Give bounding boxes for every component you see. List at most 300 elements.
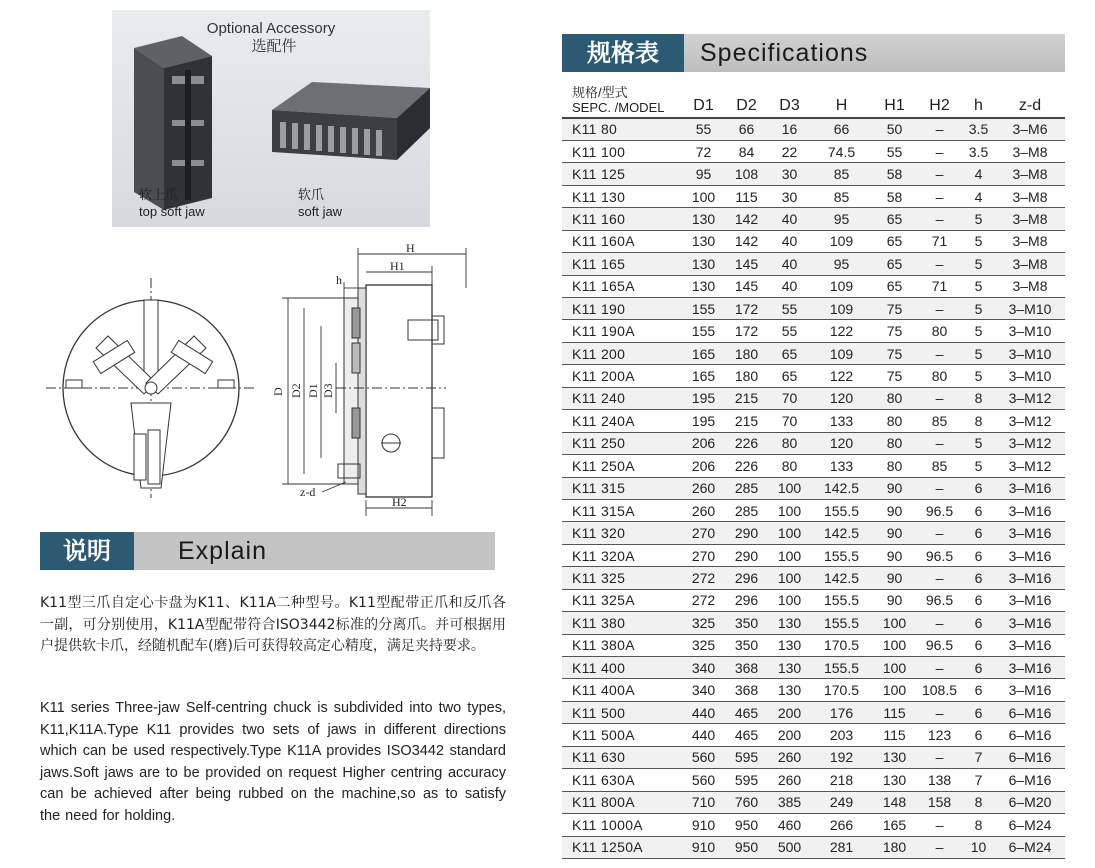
value-cell: 100: [682, 185, 725, 207]
value-cell: 180: [725, 365, 768, 387]
column-header: z-d: [995, 82, 1065, 118]
value-cell: 270: [682, 522, 725, 544]
value-cell: 595: [725, 769, 768, 791]
model-cell: K11 190A: [562, 320, 682, 342]
model-cell: K11 1250A: [562, 836, 682, 858]
value-cell: 6: [962, 657, 995, 679]
column-header: h: [962, 82, 995, 118]
model-cell: K11 315A: [562, 499, 682, 521]
value-cell: 296: [725, 589, 768, 611]
value-cell: 100: [872, 679, 917, 701]
value-cell: 4: [962, 163, 995, 185]
value-cell: 71: [917, 275, 962, 297]
specifications-header-zh: 规格表: [562, 34, 684, 72]
value-cell: 368: [725, 679, 768, 701]
value-cell: 120: [811, 432, 872, 454]
value-cell: 6: [962, 612, 995, 634]
value-cell: 3–M10: [995, 298, 1065, 320]
value-cell: 148: [872, 791, 917, 813]
value-cell: 325: [682, 634, 725, 656]
value-cell: 80: [768, 432, 811, 454]
value-cell: 108: [725, 163, 768, 185]
soft-jaw-caption-zh: 软爪: [298, 187, 325, 202]
value-cell: 270: [682, 544, 725, 566]
table-body: [562, 118, 1065, 858]
value-cell: 130: [768, 612, 811, 634]
value-cell: 170.5: [811, 679, 872, 701]
value-cell: 6: [962, 679, 995, 701]
value-cell: 65: [872, 253, 917, 275]
model-cell: K11 380: [562, 612, 682, 634]
model-cell: K11 325A: [562, 589, 682, 611]
value-cell: 6: [962, 477, 995, 499]
value-cell: –: [917, 387, 962, 409]
explain-header-en: Explain: [134, 532, 495, 570]
specifications-table: [562, 82, 1065, 859]
model-cell: K11 630: [562, 746, 682, 768]
value-cell: 58: [872, 185, 917, 207]
value-cell: 96.5: [917, 589, 962, 611]
value-cell: 65: [872, 208, 917, 230]
value-cell: 100: [768, 589, 811, 611]
value-cell: 130: [768, 634, 811, 656]
column-header: D2: [725, 82, 768, 118]
value-cell: 170.5: [811, 634, 872, 656]
specifications-header-en: Specifications: [684, 34, 1065, 72]
value-cell: 100: [872, 657, 917, 679]
value-cell: 249: [811, 791, 872, 813]
value-cell: –: [917, 163, 962, 185]
value-cell: 6: [962, 544, 995, 566]
table-row: [562, 544, 1065, 566]
value-cell: 155: [682, 298, 725, 320]
dim-label-H1: H1: [390, 259, 405, 273]
value-cell: 40: [768, 253, 811, 275]
model-cell: K11 190: [562, 298, 682, 320]
accessory-title: [112, 20, 430, 56]
value-cell: 350: [725, 612, 768, 634]
table-row: [562, 679, 1065, 701]
value-cell: 260: [768, 746, 811, 768]
value-cell: 130: [768, 679, 811, 701]
value-cell: 8: [962, 791, 995, 813]
chuck-technical-drawing: [36, 238, 506, 522]
dim-label-H: H: [406, 241, 415, 255]
value-cell: 155.5: [811, 544, 872, 566]
value-cell: 145: [725, 253, 768, 275]
dim-label-D1: D1: [306, 383, 320, 398]
explain-header-zh: 说明: [40, 532, 134, 570]
value-cell: –: [917, 477, 962, 499]
value-cell: 142.5: [811, 567, 872, 589]
value-cell: 85: [917, 455, 962, 477]
table-row: [562, 634, 1065, 656]
value-cell: 115: [872, 701, 917, 723]
value-cell: 3–M8: [995, 185, 1065, 207]
value-cell: 195: [682, 387, 725, 409]
value-cell: 115: [725, 185, 768, 207]
value-cell: 90: [872, 522, 917, 544]
value-cell: 96.5: [917, 499, 962, 521]
value-cell: 130: [682, 208, 725, 230]
table-row: [562, 230, 1065, 252]
value-cell: 6: [962, 701, 995, 723]
soft-jaw-caption-en: soft jaw: [298, 204, 343, 219]
value-cell: 100: [872, 634, 917, 656]
value-cell: 200: [768, 701, 811, 723]
table-row: [562, 724, 1065, 746]
value-cell: 123: [917, 724, 962, 746]
value-cell: 165: [682, 342, 725, 364]
value-cell: 285: [725, 499, 768, 521]
value-cell: 133: [811, 455, 872, 477]
value-cell: 460: [768, 814, 811, 836]
value-cell: 272: [682, 589, 725, 611]
value-cell: 65: [872, 230, 917, 252]
value-cell: 75: [872, 342, 917, 364]
value-cell: –: [917, 746, 962, 768]
value-cell: 155.5: [811, 657, 872, 679]
accessory-title-en: Optional Accessory: [206, 20, 336, 37]
column-header: H2: [917, 82, 962, 118]
value-cell: 200: [768, 724, 811, 746]
model-cell: K11 100: [562, 140, 682, 162]
value-cell: 3–M16: [995, 477, 1065, 499]
model-cell: K11 380A: [562, 634, 682, 656]
value-cell: 30: [768, 163, 811, 185]
value-cell: 8: [962, 387, 995, 409]
value-cell: 465: [725, 701, 768, 723]
dim-label-zd: z-d: [300, 485, 316, 499]
value-cell: 122: [811, 320, 872, 342]
value-cell: 172: [725, 298, 768, 320]
value-cell: 3–M12: [995, 455, 1065, 477]
value-cell: 90: [872, 589, 917, 611]
table-row: [562, 567, 1065, 589]
value-cell: 290: [725, 544, 768, 566]
value-cell: 8: [962, 814, 995, 836]
value-cell: 3–M10: [995, 365, 1065, 387]
value-cell: 130: [682, 253, 725, 275]
value-cell: –: [917, 140, 962, 162]
value-cell: 130: [872, 746, 917, 768]
value-cell: 130: [682, 230, 725, 252]
dimension-lines: [282, 248, 466, 516]
dim-label-D2: D2: [289, 383, 303, 398]
value-cell: –: [917, 185, 962, 207]
value-cell: 266: [811, 814, 872, 836]
value-cell: 74.5: [811, 140, 872, 162]
table-row: [562, 657, 1065, 679]
table-row: [562, 140, 1065, 162]
value-cell: 385: [768, 791, 811, 813]
value-cell: 145: [725, 275, 768, 297]
model-column-header: [562, 82, 682, 118]
table-row: [562, 589, 1065, 611]
table-row: [562, 410, 1065, 432]
value-cell: 165: [682, 365, 725, 387]
value-cell: 155: [682, 320, 725, 342]
value-cell: 10: [962, 836, 995, 858]
value-cell: 66: [725, 118, 768, 140]
value-cell: 55: [768, 320, 811, 342]
top-soft-jaw-caption-en: top soft jaw: [139, 204, 205, 219]
value-cell: 192: [811, 746, 872, 768]
table-row: [562, 320, 1065, 342]
value-cell: 272: [682, 567, 725, 589]
model-cell: K11 125: [562, 163, 682, 185]
value-cell: 3–M12: [995, 410, 1065, 432]
value-cell: 80: [872, 432, 917, 454]
accessory-photo: [112, 10, 430, 227]
table-row: [562, 298, 1065, 320]
value-cell: 3–M10: [995, 320, 1065, 342]
table-row: [562, 163, 1065, 185]
top-soft-jaw-caption: [139, 186, 205, 220]
value-cell: –: [917, 701, 962, 723]
table-row: [562, 769, 1065, 791]
model-cell: K11 800A: [562, 791, 682, 813]
value-cell: 5: [962, 275, 995, 297]
table-row: [562, 365, 1065, 387]
model-cell: K11 250A: [562, 455, 682, 477]
dim-label-h: h: [336, 273, 342, 287]
value-cell: 7: [962, 769, 995, 791]
value-cell: –: [917, 522, 962, 544]
value-cell: 203: [811, 724, 872, 746]
value-cell: 281: [811, 836, 872, 858]
value-cell: 3–M6: [995, 118, 1065, 140]
value-cell: 3–M16: [995, 567, 1065, 589]
value-cell: 133: [811, 410, 872, 432]
model-cell: K11 400A: [562, 679, 682, 701]
value-cell: 560: [682, 769, 725, 791]
value-cell: 3–M8: [995, 208, 1065, 230]
value-cell: 176: [811, 701, 872, 723]
value-cell: 6: [962, 567, 995, 589]
value-cell: 3–M12: [995, 432, 1065, 454]
table-row: [562, 746, 1065, 768]
value-cell: 122: [811, 365, 872, 387]
value-cell: 65: [872, 275, 917, 297]
table-row: [562, 387, 1065, 409]
value-cell: 4: [962, 185, 995, 207]
value-cell: 80: [872, 455, 917, 477]
table-row: [562, 253, 1065, 275]
value-cell: 290: [725, 522, 768, 544]
model-cell: K11 160: [562, 208, 682, 230]
value-cell: 560: [682, 746, 725, 768]
value-cell: 100: [872, 612, 917, 634]
value-cell: 40: [768, 208, 811, 230]
value-cell: 5: [962, 320, 995, 342]
value-cell: 3–M16: [995, 499, 1065, 521]
value-cell: 368: [725, 657, 768, 679]
value-cell: 100: [768, 522, 811, 544]
value-cell: 260: [682, 477, 725, 499]
value-cell: 6–M16: [995, 769, 1065, 791]
value-cell: 6: [962, 724, 995, 746]
column-header: D3: [768, 82, 811, 118]
soft-jaw-caption: [298, 186, 342, 220]
model-cell: K11 630A: [562, 769, 682, 791]
value-cell: 6–M24: [995, 814, 1065, 836]
value-cell: 440: [682, 701, 725, 723]
value-cell: 5: [962, 342, 995, 364]
value-cell: 165: [872, 814, 917, 836]
value-cell: 90: [872, 477, 917, 499]
value-cell: 109: [811, 230, 872, 252]
value-cell: 96.5: [917, 634, 962, 656]
value-cell: 142.5: [811, 477, 872, 499]
chuck-side-view: [336, 285, 446, 497]
dim-label-H2: H2: [392, 495, 407, 509]
model-cell: K11 240: [562, 387, 682, 409]
value-cell: 3–M10: [995, 342, 1065, 364]
value-cell: 710: [682, 791, 725, 813]
value-cell: 109: [811, 275, 872, 297]
value-cell: 3–M12: [995, 387, 1065, 409]
table-row: [562, 814, 1065, 836]
value-cell: 85: [917, 410, 962, 432]
value-cell: 3–M16: [995, 589, 1065, 611]
model-cell: K11 130: [562, 185, 682, 207]
value-cell: 8: [962, 410, 995, 432]
value-cell: 215: [725, 387, 768, 409]
table-row: [562, 118, 1065, 140]
value-cell: 6–M16: [995, 724, 1065, 746]
value-cell: 5: [962, 253, 995, 275]
value-cell: 50: [872, 118, 917, 140]
value-cell: 340: [682, 679, 725, 701]
value-cell: 85: [811, 163, 872, 185]
value-cell: 3–M16: [995, 544, 1065, 566]
table-row: [562, 432, 1065, 454]
value-cell: –: [917, 298, 962, 320]
specifications-header: [562, 34, 1065, 72]
value-cell: 130: [872, 769, 917, 791]
value-cell: 80: [768, 455, 811, 477]
table-row: [562, 522, 1065, 544]
model-cell: K11 325: [562, 567, 682, 589]
table-row: [562, 612, 1065, 634]
value-cell: 155.5: [811, 589, 872, 611]
value-cell: 910: [682, 836, 725, 858]
table-row: [562, 342, 1065, 364]
value-cell: 3–M8: [995, 275, 1065, 297]
explain-text-en: K11 series Three-jaw Self-centring chuck is subdivided into two types, K11,K11A.Type K11 provides two sets of jaws in different directions which can be used respectively.Type K11A provides ISO3442 standard jaws.Soft jaws are to be provided on request Higher centring accuracy can be achieved after being rubbed on the machine,so as to satisfy the need for holding.: [40, 700, 506, 824]
value-cell: –: [917, 836, 962, 858]
value-cell: 71: [917, 230, 962, 252]
value-cell: 3–M16: [995, 612, 1065, 634]
value-cell: 3–M16: [995, 679, 1065, 701]
value-cell: 218: [811, 769, 872, 791]
table-row: [562, 185, 1065, 207]
value-cell: 5: [962, 230, 995, 252]
table-row: [562, 836, 1065, 858]
model-cell: K11 200A: [562, 365, 682, 387]
value-cell: 950: [725, 814, 768, 836]
value-cell: 142: [725, 230, 768, 252]
value-cell: 84: [725, 140, 768, 162]
table-row: [562, 477, 1065, 499]
table-row: [562, 208, 1065, 230]
value-cell: 142: [725, 208, 768, 230]
dim-label-D3: D3: [321, 383, 335, 398]
dim-label-D: D: [271, 387, 285, 396]
table-header-row: [562, 82, 1065, 118]
value-cell: 109: [811, 342, 872, 364]
value-cell: 70: [768, 387, 811, 409]
value-cell: 95: [682, 163, 725, 185]
value-cell: 7: [962, 746, 995, 768]
value-cell: 30: [768, 185, 811, 207]
value-cell: 155.5: [811, 612, 872, 634]
value-cell: –: [917, 208, 962, 230]
value-cell: 350: [725, 634, 768, 656]
top-soft-jaw-caption-zh: 软上爪: [139, 187, 179, 202]
value-cell: 5: [962, 298, 995, 320]
value-cell: 80: [917, 365, 962, 387]
value-cell: 285: [725, 477, 768, 499]
value-cell: 3.5: [962, 140, 995, 162]
value-cell: 22: [768, 140, 811, 162]
value-cell: 215: [725, 410, 768, 432]
value-cell: 55: [682, 118, 725, 140]
value-cell: 3–M8: [995, 163, 1065, 185]
value-cell: 172: [725, 320, 768, 342]
value-cell: 180: [725, 342, 768, 364]
value-cell: 6–M16: [995, 701, 1065, 723]
value-cell: 340: [682, 657, 725, 679]
column-header: H: [811, 82, 872, 118]
value-cell: –: [917, 814, 962, 836]
value-cell: 195: [682, 410, 725, 432]
column-header: H1: [872, 82, 917, 118]
value-cell: 3.5: [962, 118, 995, 140]
value-cell: 760: [725, 791, 768, 813]
value-cell: 3–M8: [995, 140, 1065, 162]
explain-header: [40, 532, 495, 570]
value-cell: 75: [872, 298, 917, 320]
table-row: [562, 455, 1065, 477]
value-cell: 66: [811, 118, 872, 140]
value-cell: –: [917, 253, 962, 275]
value-cell: 70: [768, 410, 811, 432]
value-cell: 55: [768, 298, 811, 320]
accessory-title-zh: 选配件: [251, 38, 297, 55]
model-cell: K11 500: [562, 701, 682, 723]
model-cell: K11 320: [562, 522, 682, 544]
value-cell: 226: [725, 455, 768, 477]
value-cell: 206: [682, 432, 725, 454]
value-cell: 180: [872, 836, 917, 858]
value-cell: 260: [768, 769, 811, 791]
value-cell: 296: [725, 567, 768, 589]
value-cell: 40: [768, 230, 811, 252]
value-cell: 90: [872, 499, 917, 521]
value-cell: 90: [872, 544, 917, 566]
table-row: [562, 791, 1065, 813]
value-cell: –: [917, 342, 962, 364]
model-cell: K11 200: [562, 342, 682, 364]
value-cell: 72: [682, 140, 725, 162]
value-cell: 6: [962, 589, 995, 611]
value-cell: 75: [872, 320, 917, 342]
value-cell: 80: [872, 410, 917, 432]
value-cell: 440: [682, 724, 725, 746]
table-row: [562, 275, 1065, 297]
